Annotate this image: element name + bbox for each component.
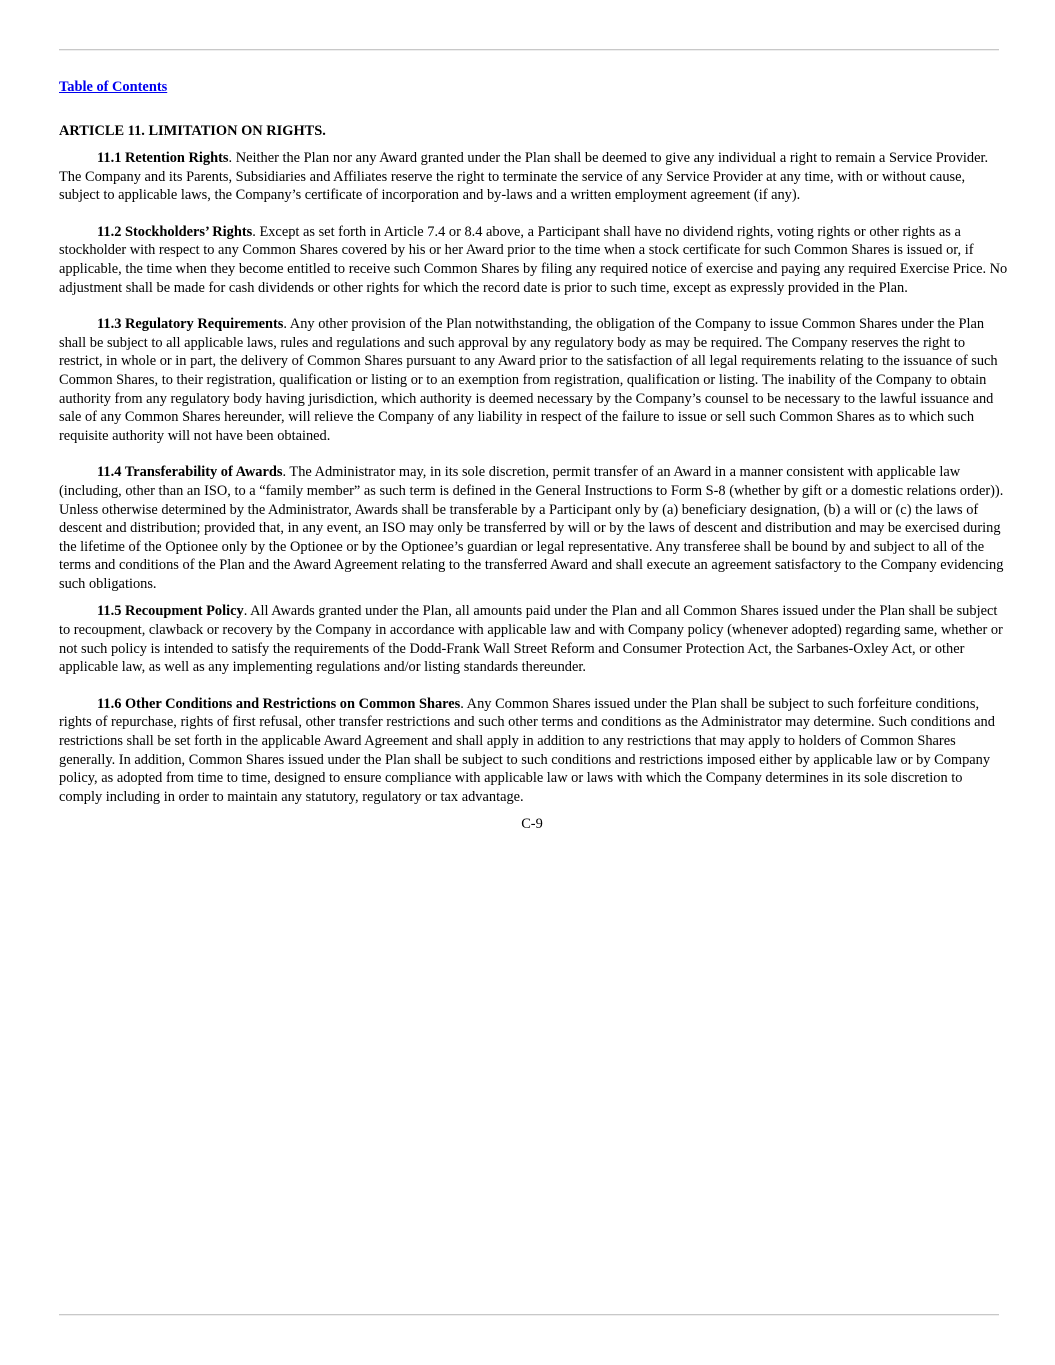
article-heading: ARTICLE 11. LIMITATION ON RIGHTS.	[59, 123, 326, 139]
section-title: 11.1 Retention Rights	[97, 150, 229, 166]
section-11-5	[59, 602, 1009, 676]
section-body: . Any Common Shares issued under the Plan shall be subject to such forfeiture conditions, rights of repurchase, rights of first refusal, other transfer restrictions and such other terms and conditions as the Administrator may determine. Such conditions and restrictions shall be set forth in the applicable Award Agreement and shall apply in addition to any restrictions that may apply to holders of Common Shares generally. In addition, Common Shares issued under the Plan shall be subject to such conditions and restrictions imposed either by applicable law or by Company policy, as adopted from time to time, designed to ensure compliance with applicable law or laws with which the Company determines in its sole discretion to comply including in order to maintain any statutory, regulatory or tax advantage.	[59, 695, 995, 805]
table-of-contents-link[interactable]: Table of Contents	[59, 79, 168, 95]
section-11-6	[59, 695, 1009, 807]
section-title: 11.5 Recoupment Policy	[97, 603, 244, 620]
document-page	[59, 77, 1009, 834]
section-body: . All Awards granted under the Plan, all amounts paid under the Plan and all Common Shares issued under the Plan shall be subject to recoupment, clawback or recovery by the Company in accordance with applicable law and with Company policy (whenever adopted) regarding same, whether or not such policy is intended to satisfy the requirements of the Dodd-Frank Wall Street Reform and Consumer Protection Act, the Sarbanes-Oxley Act, or other applicable law, as well as any implementing regulations and/or listing standards thereunder.	[59, 603, 1003, 676]
bottom-divider	[59, 1314, 999, 1315]
section-11-3	[59, 315, 1009, 445]
top-divider	[59, 49, 999, 50]
section-11-1	[59, 149, 1009, 205]
section-body: . Except as set forth in Article 7.4 or 8.4 above, a Participant shall have no dividend rights, voting rights or other rights as a stockholder with respect to any Common Shares covered by his or her Award prior to the time when a stock certificate for such Common Shares is issued or, if applicable, the time when they become entitled to receive such Common Shares by filing any required notice of exercise and paying any required Exercise Price. No adjustment shall be made for cash dividends or other rights for which the record date is prior to such time, except as expressly provided in the Plan.	[59, 223, 1008, 296]
page-number: C-9	[521, 816, 543, 833]
section-title: 11.2 Stockholders’ Rights	[97, 223, 253, 240]
section-title: 11.6 Other Conditions and Restrictions on Common Shares	[97, 695, 461, 712]
section-body: . Neither the Plan nor any Award granted under the Plan shall be deemed to give any individual a right to remain a Service Provider. The Company and its Parents, Subsidiaries and Affiliates reserve the right to terminate the service of any Service Provider at any time, with or without cause, subject to applicable laws, the Company’s certificate of incorporation and by-laws and a written employment agreement (if any).	[59, 150, 989, 204]
section-11-4	[59, 463, 1009, 593]
section-body: . Any other provision of the Plan notwithstanding, the obligation of the Company to issue Common Shares under the Plan shall be subject to all applicable laws, rules and regulations and such approval by any regulatory body as may be required. The Company reserves the right to restrict, in whole or in part, the delivery of Common Shares pursuant to any Award prior to the satisfaction of all legal requirements relating to the issuance of such Common Shares, to their registration, qualification or listing or to an exemption from registration, qualification or listing. The inability of the Company to obtain authority from any regulatory body having jurisdiction, which authority is deemed necessary by the Company’s counsel to be necessary to the lawful issuance and sale of any Common Shares hereunder, will relieve the Company of any liability in respect of the failure to issue or sell such Common Shares as to which such requisite authority will not have been obtained.	[59, 316, 998, 444]
section-title: 11.3 Regulatory Requirements	[97, 316, 284, 333]
section-body: . The Administrator may, in its sole discretion, permit transfer of an Award in a manner consistent with applicable law (including, other than an ISO, to a “family member” as such term is defined in the General Instructions to Form S-8 (whether by gift or a domestic relations order)). Unless otherwise determined by the Administrator, Awards shall be transferable by a Participant only by (a) beneficiary designation, (b) a will or (c) the laws of descent and distribution; provided that, in any event, an ISO may only be transferred by will or by the laws of descent and distribution and may be exercised during the lifetime of the Optionee only by the Optionee or by the Optionee’s guardian or legal representative. Any transferee shall be bound by and subject to all of the terms and conditions of the Plan and the Award Agreement relating to the transferred Award and shall execute an agreement satisfactory to the Company evidencing such obligations.	[59, 464, 1004, 592]
section-title: 11.4 Transferability of Awards	[97, 464, 283, 481]
section-11-2	[59, 223, 1009, 297]
